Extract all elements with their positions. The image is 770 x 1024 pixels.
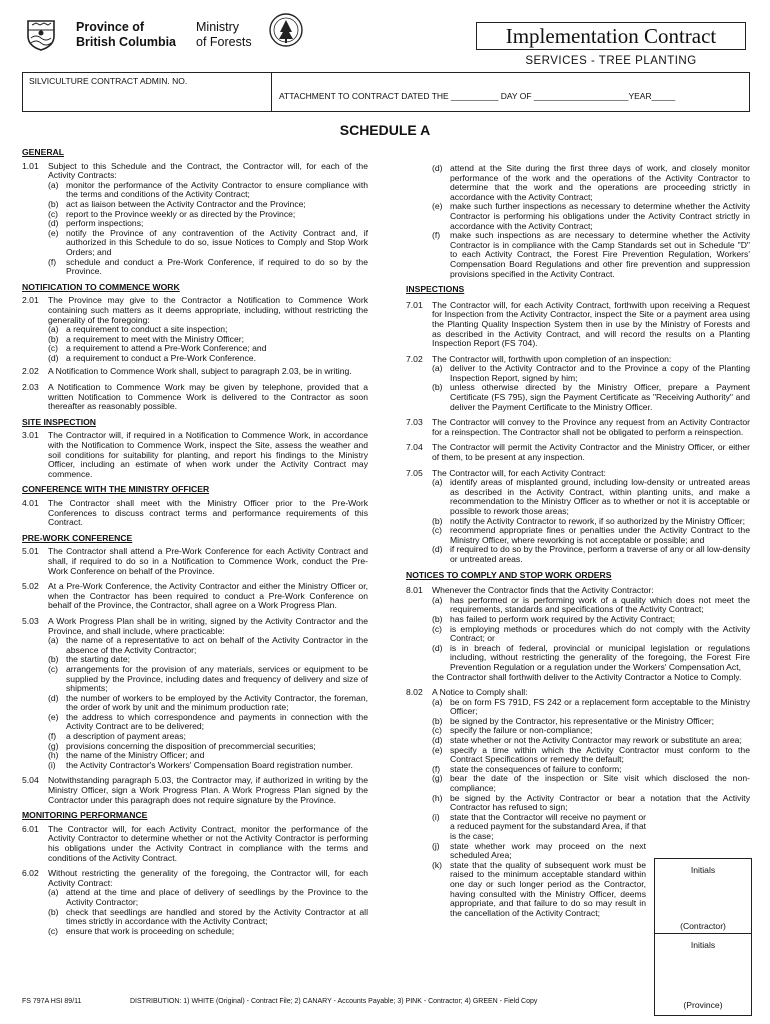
- item-letter: (e): [48, 711, 59, 722]
- paragraph: [22, 383, 368, 412]
- paragraph-text: The Contractor will, for each Activity Contract, monitor the performance of the Activity Contractor to determine whether or not the Activity Contractor is performing his obligations under the Activity Contract in compliance with the terms and conditions of the Activity Contract.: [48, 823, 368, 863]
- item-text: the number of workers to be employed by the Activity Contractor, the foreman, the order of work by unit and the minimum production rate;: [66, 692, 368, 713]
- list-item: [48, 694, 368, 713]
- item-letter: (c): [48, 925, 59, 936]
- list-item: [432, 861, 646, 919]
- paragraph: [22, 547, 368, 576]
- item-letter: (b): [432, 382, 443, 393]
- paragraph-number: 5.04: [22, 775, 39, 786]
- list-item: [432, 231, 750, 279]
- paragraph-number: 4.01: [22, 498, 39, 508]
- list-item: [48, 258, 368, 277]
- item-list: [406, 364, 750, 412]
- item-text: recommend appropriate fines or penalties under the Activity Contract to the Ministry Officer, where reworking is not acceptable or possible; and: [450, 525, 750, 545]
- item-letter: (b): [432, 715, 443, 726]
- form-number: FS 797A HSI 89/11: [22, 998, 82, 1005]
- initials-divider: [655, 933, 751, 934]
- item-text: make such inspections as are necessary to determine whether the Activity Contractor is in compliance with the Camp Standards set out in Schedule "D" to each Activity Contract, the Forest Fire Prevention Regulation, Workers' Compensation Board Regulations and other fire prevention and suppression provisions specified in the Activity Contract.: [450, 230, 750, 279]
- paragraph-text: The Contractor shall meet with the Ministry Officer prior to the Pre-Work Conferences to discuss contract terms and performance requirements of this Contract.: [48, 498, 368, 528]
- list-item: [432, 746, 750, 765]
- item-letter: (f): [48, 256, 57, 267]
- paragraph-number: 2.02: [22, 366, 39, 377]
- item-letter: (e): [48, 227, 59, 238]
- paragraph: [406, 301, 750, 349]
- paragraph-number: 1.01: [22, 160, 39, 171]
- list-item: [48, 927, 368, 937]
- section-heading: SITE INSPECTION: [22, 416, 97, 427]
- paragraph-text: The Contractor will, if required in a Notification to Commence Work, in accordance with the Notification to Commence Work, inspect the Site, assess the weather and soil conditions for suitability for planting, and report his findings to the Ministry Officer, including an estimate of when work under the Activity Contract may commence.: [48, 430, 368, 479]
- item-text: the address to which correspondence and payments in connection with the Activity Contract are to be delivered;: [66, 711, 368, 732]
- item-text: check that seedlings are handled and stored by the Activity Contractor at all times strictly in accordance with the Activity Contract;: [66, 906, 368, 927]
- item-text: ensure that work is proceeding on schedule;: [66, 925, 235, 936]
- paragraph-text: A Notice to Comply shall:: [432, 687, 528, 698]
- section-heading: MONITORING PERFORMANCE: [22, 810, 148, 821]
- paragraph-text: Whenever the Contractor finds that the Activity Contractor:: [432, 585, 654, 596]
- item-text: unless otherwise directed by the Ministry Officer, prepare a Payment Certificate (FS 795), sign the Payment Certificate as "Receiving Authority" and deliver the Payment Certificate to the Ministry Officer.: [450, 382, 750, 412]
- item-list: [22, 181, 368, 277]
- paragraph: [22, 499, 368, 528]
- item-text: act as liaison between the Activity Contractor and the Province;: [66, 198, 306, 209]
- item-text: deliver to the Activity Contractor and to the Province a copy of the Planting Inspection Report, signed by him;: [450, 363, 750, 383]
- item-text: state that the Contractor will receive no payment or a reduced payment for the substandard Area, if that is the case;: [450, 811, 646, 841]
- item-letter: (c): [432, 725, 443, 736]
- paragraph: [406, 443, 750, 462]
- item-text: report to the Province weekly or as directed by the Province;: [66, 208, 296, 219]
- province-line-1: Province of: [76, 20, 145, 34]
- item-letter: (a): [48, 324, 59, 335]
- list-item: [48, 761, 368, 771]
- item-letter: (a): [48, 179, 59, 190]
- list-item: [48, 713, 368, 732]
- item-letter: (a): [48, 635, 59, 646]
- item-letter: (b): [48, 198, 59, 209]
- item-letter: (d): [48, 218, 59, 229]
- paragraph: [22, 367, 368, 377]
- paragraph-number: 7.04: [406, 442, 423, 453]
- list-item: [48, 888, 368, 907]
- paragraph-text: At a Pre-Work Conference, the Activity Contractor and either the Ministry Officer or, when the Contractor has been required to conduct a Pre-Work Conference on behalf of the Province, the Contractor, shall agree on a Work Progress Plan.: [48, 581, 368, 611]
- list-item: [48, 229, 368, 258]
- list-item: [432, 774, 750, 793]
- paragraph-text: The Contractor will, for each Activity Contract:: [432, 467, 606, 478]
- item-text: bear the date of the inspection or Site visit which disclosed the non-compliance;: [450, 773, 750, 794]
- paragraph: [22, 296, 368, 325]
- contractor-label: (Contractor): [680, 921, 726, 931]
- paragraph-text: The Province may give to the Contractor a Notification to Commence Work containing such matters as it deems appropriate, including, without restricting the generality of the foregoing:: [48, 295, 368, 325]
- item-letter: (a): [432, 363, 443, 374]
- item-list: [22, 888, 368, 936]
- section-heading: PRE-WORK CONFERENCE: [22, 532, 133, 543]
- paragraph-number: 2.01: [22, 295, 39, 306]
- paragraph-number: 5.02: [22, 581, 39, 592]
- item-text: schedule and conduct a Pre-Work Conference, if required to do so by the Province.: [66, 256, 368, 277]
- item-text: the starting date;: [66, 654, 131, 665]
- list-item: [432, 813, 646, 842]
- item-letter: (d): [432, 735, 443, 746]
- item-text: a requirement to conduct a site inspection;: [66, 324, 228, 335]
- item-letter: (i): [432, 811, 440, 822]
- paragraph: [22, 162, 368, 181]
- paragraph-number: 8.02: [406, 687, 423, 698]
- item-text: be signed by the Activity Contractor or bear a notation that the Activity Contractor has refused to sign;: [450, 792, 750, 813]
- section-heading: NOTICES TO COMPLY AND STOP WORK ORDERS: [406, 569, 612, 580]
- item-letter: (f): [48, 731, 57, 742]
- item-text: is in breach of federal, provincial or municipal legislation or regulations including, without restricting the generality of the foregoing, the Forest Fire Prevention Regulation or a regulation under the Workers' Compensation Act,: [450, 642, 750, 672]
- paragraph: [406, 418, 750, 437]
- item-letter: (d): [432, 163, 443, 173]
- paragraph-number: 6.02: [22, 868, 39, 879]
- list-item: [432, 364, 750, 383]
- paragraph-text: Subject to this Schedule and the Contract, the Contractor will, for each of the Activity Contracts:: [48, 160, 368, 181]
- paragraph-text: The Contractor will permit the Activity Contractor and the Ministry Officer, or either of them, to be present at any inspection.: [432, 442, 750, 463]
- paragraph-text: The Contractor shall attend a Pre-Work Conference for each Activity Contract and shall, if required to do so in a Notification to Commence Work, conduct the Pre-Work Conference on behalf of the Province.: [48, 546, 368, 576]
- schedule-title: SCHEDULE A: [339, 122, 431, 138]
- item-letter: (g): [432, 773, 443, 784]
- list-item: [48, 636, 368, 655]
- item-letter: (d): [48, 692, 59, 703]
- item-letter: (b): [48, 654, 59, 665]
- item-letter: (c): [48, 663, 59, 674]
- paragraph: [22, 431, 368, 479]
- paragraph-text: The Contractor will, for each Activity Contract, forthwith upon receiving a Request for Inspection from the Activity Contractor, inspect the Site or a payment area using the Planting Quality Inspection System then in use by the Ministry of Forests and as described in the Activity Contract, and will record the results on a Planting Inspection Report (FS 704).: [432, 299, 750, 349]
- item-letter: (c): [432, 623, 443, 634]
- attachment-date-label[interactable]: ATTACHMENT TO CONTRACT DATED THE __________ DAY OF ____________________YEAR_____: [279, 91, 676, 101]
- paragraph-text: Notwithstanding paragraph 5.03, the Contractor may, if authorized in writing by the Ministry Officer, sign a Work Progress Plan. A Work Progress Plan signed by the Contractor under this paragraph does not require signature by the Province.: [48, 775, 368, 805]
- list-item: [432, 545, 750, 564]
- item-text: a requirement to conduct a Pre-Work Conference.: [66, 352, 256, 363]
- list-item: [432, 478, 750, 516]
- item-list: [406, 596, 750, 673]
- list-item: [48, 665, 368, 694]
- section-heading: GENERAL: [22, 147, 65, 157]
- ministry-seal-icon: [268, 12, 304, 52]
- item-letter: (h): [432, 792, 443, 803]
- paragraph-text: A Notification to Commence Work shall, subject to paragraph 2.03, be in writing.: [48, 366, 352, 377]
- item-text: the name of the Ministry Officer; and: [66, 750, 205, 761]
- province-line-2: British Columbia: [76, 35, 177, 49]
- list-item: [48, 354, 368, 364]
- list-item: [432, 383, 750, 412]
- list-item: [432, 526, 750, 545]
- item-text: make such further inspections as necessary to determine whether the Activity Contractor is performing his obligations under the Activity Contract strictly in accordance with the Activity Contract;: [450, 201, 750, 231]
- item-letter: (a): [432, 594, 443, 605]
- item-letter: (d): [48, 352, 59, 363]
- item-letter: (e): [432, 201, 443, 212]
- paragraph-number: 5.01: [22, 546, 39, 557]
- section-heading: INSPECTIONS: [406, 284, 465, 295]
- list-item: [432, 202, 750, 231]
- document-title: Implementation Contract: [476, 22, 746, 50]
- list-item: [432, 842, 646, 861]
- paragraph: [22, 869, 368, 888]
- item-letter: (g): [48, 740, 59, 751]
- item-text: the Activity Contractor's Workers' Compensation Board registration number.: [66, 759, 353, 770]
- paragraph-text: The Contractor will convey to the Province any request from an Activity Contractor for a reinspection. The Contractor shall not be obligated to perform a reinspection.: [432, 417, 750, 437]
- item-text: state that the quality of subsequent work must be raised to the minimum acceptable standard within one day or such longer period as the Contractor, having consulted with the Ministry Officer, deems appropriate, and that failure to do so may result in the cancellation of the Activity Contract;: [450, 859, 646, 918]
- item-text: arrangements for the provision of any materials, services or equipment to be supplied by the Province, including dates and frequency of delivery and size of shipments;: [66, 663, 368, 694]
- document-subtitle: SERVICES - TREE PLANTING: [525, 55, 697, 67]
- list-item: [432, 625, 750, 644]
- paragraph-text: A Notification to Commence Work may be given by telephone, provided that a written Notification to Commence Work is delivered to the Contractor as soon thereafter as reasonably possible.: [48, 382, 368, 412]
- list-item: [432, 794, 750, 813]
- item-text: notify the Activity Contractor to rework, if so authorized by the Ministry Officer;: [450, 515, 746, 526]
- item-list: [406, 478, 750, 564]
- item-list: [22, 636, 368, 770]
- province-label: (Province): [683, 1000, 723, 1010]
- item-text: specify the failure or non-compliance;: [450, 725, 593, 736]
- paragraph-number: 3.01: [22, 430, 39, 441]
- paragraph-text: A Work Progress Plan shall be in writing, signed by the Activity Contractor and the Province, and shall include, where practicable:: [48, 615, 368, 636]
- right-column: [406, 164, 750, 918]
- initials-label-bottom: Initials: [690, 940, 716, 950]
- item-text: a description of payment areas;: [66, 731, 186, 742]
- list-item: [48, 181, 368, 200]
- item-text: perform inspections;: [66, 218, 144, 229]
- item-text: a requirement to meet with the Ministry Officer;: [66, 333, 244, 344]
- item-letter: (c): [48, 343, 59, 354]
- paragraph-number: 7.01: [406, 299, 423, 310]
- item-letter: (f): [432, 230, 441, 241]
- item-text: provisions concerning the disposition of precommercial securities;: [66, 740, 316, 751]
- list-item: [432, 164, 750, 202]
- item-list: [22, 325, 368, 363]
- item-text: attend at the time and place of delivery of seedlings by the Province to the Activity Contractor;: [66, 887, 368, 907]
- paragraph-text: Without restricting the generality of the foregoing, the Contractor will, for each Activity Contract:: [48, 868, 368, 888]
- ministry-line-1: Ministry: [196, 20, 240, 34]
- paragraph-number: 2.03: [22, 382, 39, 393]
- initials-label-top: Initials: [690, 865, 716, 875]
- item-letter: (j): [432, 840, 440, 851]
- paragraph: [22, 776, 368, 805]
- item-text: state the consequences of failure to conform;: [450, 763, 622, 774]
- item-text: attend at the Site during the first three days of work, and closely monitor performance of the work and the operations of the Activity Contractor to determine that the work and the operations are proceeding strictly in accordance with the Activity Contract;: [450, 163, 750, 202]
- paragraph-text: The Contractor will, forthwith upon completion of an inspection:: [432, 353, 672, 364]
- ministry-name: [196, 20, 252, 50]
- paragraph-text: the Contractor shall forthwith deliver to the Activity Contractor a Notice to Comply.: [432, 671, 742, 682]
- province-name: [76, 20, 176, 50]
- item-letter: (k): [432, 859, 443, 870]
- item-letter: (b): [432, 613, 443, 624]
- item-text: has performed or is performing work of a quality which does not meet the requirements, standards and specifications of the Activity Contract;: [450, 594, 750, 615]
- bc-crest-icon: [24, 18, 58, 52]
- item-letter: (b): [48, 333, 59, 344]
- item-text: identify areas of misplanted ground, including low-density or untreated areas as described in the Activity Contract, within planting units, and make a recommendation to the Ministry Officer as to whether or not it is acceptable or possible to rework those areas;: [450, 477, 750, 516]
- item-list: [406, 164, 750, 279]
- admin-no-cell[interactable]: [23, 73, 272, 111]
- list-item: [432, 596, 750, 615]
- section-heading: CONFERENCE WITH THE MINISTRY OFFICER: [22, 484, 210, 495]
- paragraph: [22, 617, 368, 636]
- list-item: [48, 908, 368, 927]
- paragraph: [22, 582, 368, 611]
- list-item: [432, 644, 750, 673]
- item-text: a requirement to attend a Pre-Work Conference; and: [66, 343, 267, 354]
- item-text: if required to do so by the Province, perform a traverse of any or all low-density or untreated areas.: [450, 544, 750, 564]
- distribution-line: DISTRIBUTION: 1) WHITE (Original) - Contract File; 2) CANARY - Accounts Payable; 3) PINK - Contractor; 4) GREEN - Field Copy: [130, 998, 538, 1005]
- list-item: [432, 698, 750, 717]
- section-heading: NOTIFICATION TO COMMENCE WORK: [22, 281, 180, 292]
- paragraph-number: 6.01: [22, 823, 39, 834]
- item-text: monitor the performance of the Activity Contractor to ensure compliance with the terms and conditions of the Activity Contract;: [66, 179, 368, 200]
- item-letter: (d): [432, 642, 443, 653]
- admin-no-label: SILVICULTURE CONTRACT ADMIN. NO.: [29, 76, 188, 86]
- item-letter: (c): [48, 208, 59, 219]
- item-text: specify a time within which the Activity Contractor must conform to the Contract Specifications or remedy the default;: [450, 744, 750, 765]
- item-letter: (a): [432, 477, 443, 488]
- item-text: state whether or not the Activity Contractor may rework or substitute an area;: [450, 735, 742, 746]
- item-text: has failed to perform work required by the Activity Contract;: [450, 613, 675, 624]
- item-text: the name of a representative to act on behalf of the Activity Contractor in the absence of the Activity Contractor;: [66, 635, 368, 655]
- left-column: [22, 148, 368, 936]
- ministry-line-2: of Forests: [196, 35, 252, 49]
- item-list: [406, 698, 750, 813]
- paragraph: [22, 825, 368, 863]
- item-letter: (f): [432, 763, 441, 774]
- item-text: notify the Province of any contravention of the Activity Contract and, if authorized in this Schedule to do so, issue Notices to Comply and Stop Work Orders; and: [66, 227, 368, 257]
- item-text: be signed by the Contractor, his representative or the Ministry Officer;: [450, 715, 714, 726]
- paragraph-number: 8.01: [406, 585, 423, 596]
- paragraph-number: 7.02: [406, 353, 423, 364]
- item-letter: (a): [48, 887, 59, 898]
- item-letter: (c): [432, 525, 443, 536]
- admin-info-box: [22, 72, 750, 112]
- item-letter: (a): [432, 696, 443, 707]
- item-list: [406, 813, 646, 919]
- item-letter: (d): [432, 544, 443, 555]
- item-letter: (i): [48, 759, 56, 770]
- item-letter: (b): [432, 515, 443, 526]
- paragraph-number: 5.03: [22, 615, 39, 626]
- item-letter: (b): [48, 906, 59, 917]
- item-text: is employing methods or procedures which do not comply with the Activity Contract; or: [450, 623, 750, 644]
- item-text: be on form FS 791D, FS 242 or a replacement form acceptable to the Ministry Officer;: [450, 696, 750, 717]
- paragraph-number: 7.03: [406, 417, 423, 428]
- item-letter: (h): [48, 750, 59, 761]
- item-text: state whether work may proceed on the next scheduled Area;: [450, 840, 646, 861]
- paragraph-number: 7.05: [406, 467, 423, 478]
- initials-box: [654, 858, 752, 1016]
- item-letter: (e): [432, 744, 443, 755]
